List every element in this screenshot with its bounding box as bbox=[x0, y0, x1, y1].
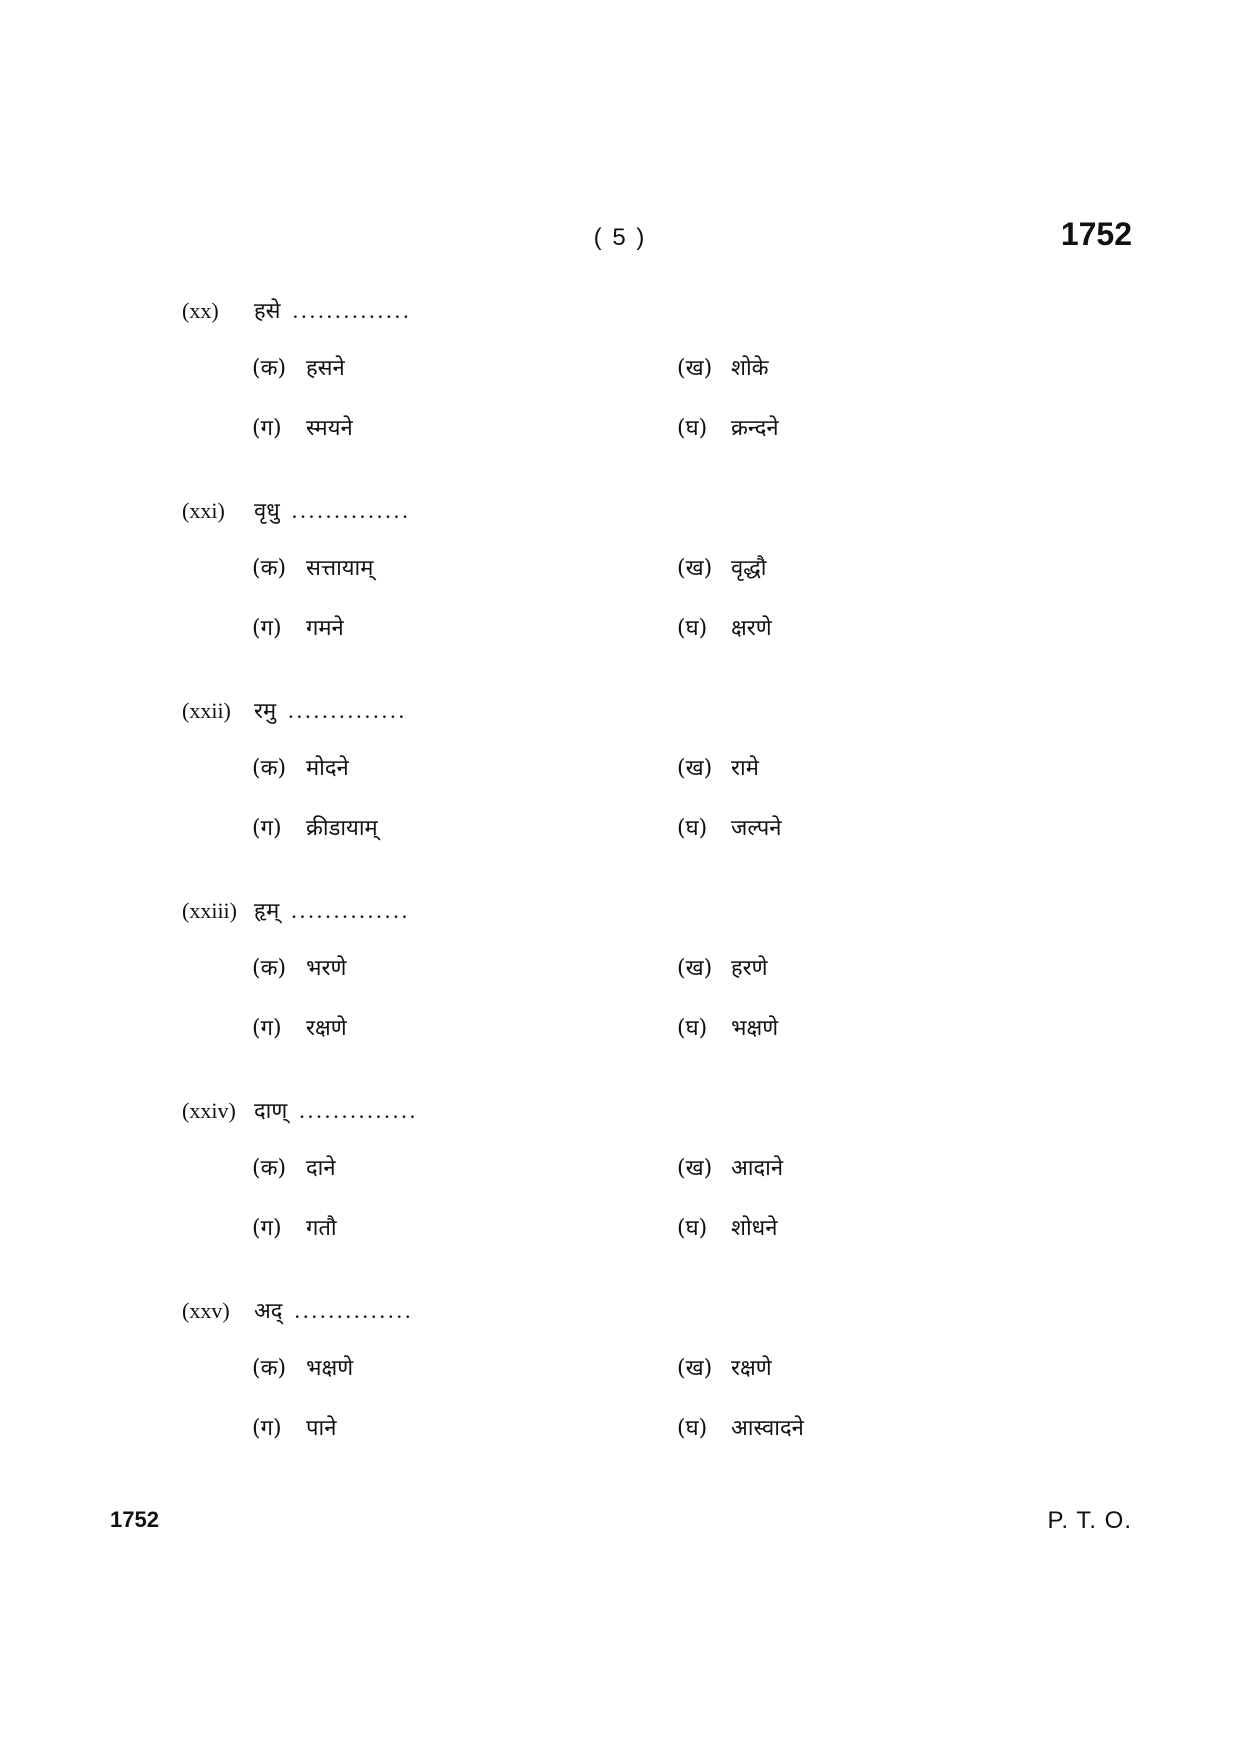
option-text: गमने bbox=[306, 616, 344, 641]
option-ka bbox=[252, 354, 345, 384]
option-label: (ग) bbox=[252, 616, 282, 641]
option-label: (क) bbox=[252, 1356, 287, 1381]
option-label: (ख) bbox=[677, 1356, 713, 1381]
option-label: (ग) bbox=[252, 1216, 282, 1241]
please-turn-over: P. T. O. bbox=[1047, 1507, 1132, 1534]
answer-blank: .............. bbox=[291, 898, 411, 923]
option-kha bbox=[677, 1354, 772, 1384]
option-label: (ख) bbox=[677, 356, 713, 381]
option-text: भरणे bbox=[306, 956, 347, 981]
option-ga bbox=[252, 1014, 347, 1044]
question-line bbox=[182, 696, 407, 727]
option-label: (ख) bbox=[677, 556, 713, 581]
option-gha bbox=[677, 1214, 777, 1244]
question-line bbox=[182, 896, 410, 927]
option-label: (ग) bbox=[252, 416, 282, 441]
option-ga bbox=[252, 1214, 337, 1244]
option-text: क्षरणे bbox=[731, 616, 772, 641]
option-text: क्रीडायाम् bbox=[306, 816, 378, 841]
option-label: (घ) bbox=[677, 616, 708, 641]
option-gha bbox=[677, 814, 781, 844]
question-number: (xx) bbox=[182, 298, 219, 323]
question-line bbox=[182, 496, 411, 527]
option-kha bbox=[677, 754, 759, 784]
option-label: (क) bbox=[252, 556, 287, 581]
option-label: (ख) bbox=[677, 1156, 713, 1181]
option-text: शोधने bbox=[731, 1216, 778, 1241]
answer-blank: .............. bbox=[294, 1298, 414, 1323]
question-line bbox=[182, 296, 412, 327]
option-text: हरणे bbox=[731, 956, 768, 981]
option-label: (क) bbox=[252, 1156, 287, 1181]
option-label: (घ) bbox=[677, 1216, 708, 1241]
option-text: सत्तायाम् bbox=[306, 556, 374, 581]
page-number: ( 5 ) bbox=[593, 224, 647, 251]
option-ga bbox=[252, 1414, 336, 1444]
option-ka bbox=[252, 954, 346, 984]
option-label: (घ) bbox=[677, 1016, 708, 1041]
option-label: (क) bbox=[252, 356, 287, 381]
option-text: दाने bbox=[306, 1156, 336, 1181]
option-kha bbox=[677, 554, 767, 584]
option-text: क्रन्दने bbox=[731, 416, 779, 441]
option-text: आस्वादने bbox=[731, 1416, 804, 1441]
option-text: स्मयने bbox=[306, 416, 353, 441]
question-item bbox=[182, 296, 1142, 486]
question-word: वृधु bbox=[254, 499, 280, 524]
option-label: (घ) bbox=[677, 816, 708, 841]
option-kha bbox=[677, 354, 769, 384]
option-ka bbox=[252, 554, 373, 584]
question-line bbox=[182, 1096, 418, 1127]
option-label: (क) bbox=[252, 956, 287, 981]
option-gha bbox=[677, 414, 779, 444]
question-number: (xxv) bbox=[182, 1298, 230, 1323]
option-text: गतौ bbox=[306, 1216, 337, 1241]
option-text: भक्षणे bbox=[731, 1016, 779, 1041]
option-text: रामे bbox=[731, 756, 759, 781]
option-text: पाने bbox=[306, 1416, 337, 1441]
question-number: (xxiii) bbox=[182, 898, 237, 923]
option-text: रक्षणे bbox=[731, 1356, 772, 1381]
option-gha bbox=[677, 1414, 804, 1444]
question-word: अद् bbox=[254, 1299, 283, 1324]
option-text: भक्षणे bbox=[306, 1356, 354, 1381]
question-line bbox=[182, 1296, 414, 1327]
option-text: हसने bbox=[306, 356, 345, 381]
answer-blank: .............. bbox=[292, 298, 412, 323]
option-label: (ग) bbox=[252, 816, 282, 841]
option-ga bbox=[252, 414, 353, 444]
paper-code-footer: 1752 bbox=[110, 1507, 159, 1532]
question-word: हसे bbox=[254, 299, 281, 324]
option-kha bbox=[677, 1154, 783, 1184]
option-label: (घ) bbox=[677, 416, 708, 441]
option-label: (ग) bbox=[252, 1016, 282, 1041]
option-gha bbox=[677, 614, 772, 644]
option-text: वृद्धौ bbox=[731, 556, 767, 581]
paper-code-header: 1752 bbox=[1060, 216, 1132, 252]
question-item bbox=[182, 896, 1142, 1086]
answer-blank: .............. bbox=[291, 498, 411, 523]
option-label: (घ) bbox=[677, 1416, 708, 1441]
question-number: (xxiv) bbox=[182, 1098, 236, 1123]
option-ka bbox=[252, 1154, 336, 1184]
question-item bbox=[182, 1296, 1142, 1486]
option-text: शोके bbox=[731, 356, 769, 381]
option-label: (ख) bbox=[677, 956, 713, 981]
option-text: आदाने bbox=[731, 1156, 784, 1181]
option-ka bbox=[252, 754, 349, 784]
question-item bbox=[182, 496, 1142, 686]
question-item bbox=[182, 1096, 1142, 1286]
question-number: (xxii) bbox=[182, 698, 231, 723]
question-word: दाण् bbox=[254, 1099, 288, 1124]
option-label: (ग) bbox=[252, 1416, 282, 1441]
option-gha bbox=[677, 1014, 778, 1044]
option-ga bbox=[252, 814, 378, 844]
question-number: (xxi) bbox=[182, 498, 225, 523]
option-label: (ख) bbox=[677, 756, 713, 781]
answer-blank: .............. bbox=[288, 698, 408, 723]
option-text: जल्पने bbox=[731, 816, 782, 841]
question-item bbox=[182, 696, 1142, 886]
option-ka bbox=[252, 1354, 353, 1384]
option-kha bbox=[677, 954, 768, 984]
option-ga bbox=[252, 614, 344, 644]
answer-blank: .............. bbox=[299, 1098, 419, 1123]
option-text: रक्षणे bbox=[306, 1016, 347, 1041]
question-word: हृम् bbox=[254, 899, 280, 924]
option-text: मोदने bbox=[306, 756, 349, 781]
option-label: (क) bbox=[252, 756, 287, 781]
question-word: रमु bbox=[254, 699, 277, 724]
